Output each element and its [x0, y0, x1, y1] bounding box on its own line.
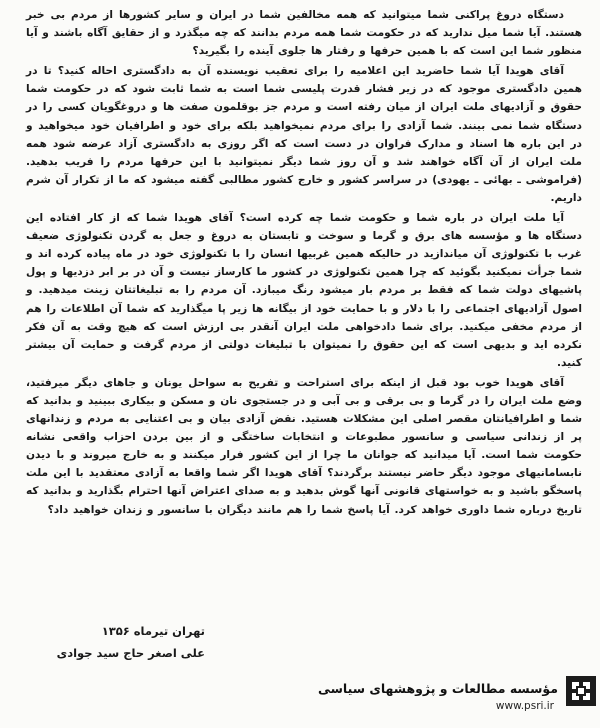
letter-paragraph-1: دستگاه دروغ پراکنی شما میتوانید که همه مخالفین شما در ایران و سایر کشورها از مردم بی خبر هستند. آیا شما میل ندارید که در حکومت شما همه مردم بدانند که چه میگذرد و از حقایق آگاه باشند و آیا منظور شما این است که با همین حرفها و رفتار ها جلوی آینده را بگیرید؟: [26, 9, 582, 58]
author-signature: علی اصغر حاج سید جوادی: [56, 646, 205, 660]
letter-paragraph-4: آقای هویدا خوب بود قبل از اینکه برای استراحت و تفریح به سواحل یونان و جاهای دیگر میرفتید، وضع ملت ایران را در گرما و بی برقی و بی آبی و در جستجوی نان و مسکن و بیکاری ببینید و بدانید که شما و اطرافیانتان مقصر اصلی این مشکلات هستید. نقض آزادی بیان و بی اعتنایی به مردم و زندانهای پر از زندانی سیاسی و سانسور مطبوعات و انتخابات ساختگی و از بین بردن احزاب واقعی نشانه حکومت شما است. آیا میدانید که جوانان ما چرا از این کشور فرار میکنند و به خارج میروند و با دیدن نابسامانیهای موجود دیگر حاضر نیستند برگردند؟ آقای هویدا اگر شما واقعا به آزادی معتقدید با این ملت پاسخگو باشید و به خواستهای قانونی آنها گوش بدهید و به صدای اعتراض آنها احترام بگذارید و بدانید که تاریخ درباره شما داوری خواهد کرد. آیا پاسخ شما را هم مانند دیگران با سانسور و زندان خواهید داد؟: [26, 376, 582, 516]
signature-block: [57, 620, 205, 664]
institute-name: مؤسسه مطالعات و پژوهشهای سیاسی: [317, 681, 558, 696]
letter-paragraph-2: آقای هویدا آیا شما حاضرید این اعلامیه را برای تعقیب نویسنده آن به دادگستری احاله کنید؟ تا در همین دادگستری موجود که در زیر فشار قدرت پلیسی شما است به شما ثابت شود که در حکومت شما حقوق و آزادیهای ملت ایران از میان رفته است و مردم جز بوقلمون صفت ها و دروغگویان کسی را در دستگاه شما نمی بینند. شما آزادی را برای مردم نمیخواهید بلکه برای خود و اطرافیان خود میخواهید و در این باره ها اسناد و مدارک فراوان در دست است که اگر روزی به دادگستری آزاد عرضه شود همه ملت ایران از آن آگاه خواهند شد و آن روز شما دیگر نمیتوانید با این حرفها مردم را فریب بدهید. (فراموشی ـ بهائی ـ یهودی) در سراسر کشور و خارج کشور مطالبی گفته میشود که ما از تکرار آن شرم داریم.: [26, 65, 582, 204]
letter-paragraph-3: آیا ملت ایران در باره شما و حکومت شما چه کرده است؟ آقای هویدا شما که از کار افتاده این دستگاه ها و مؤسسه های برق و گرما و سوخت و تابستان به دروغ و جعل به گردن تکنولوژی ضعیف غرب با تکنولوژی آن میاندازید در حالیکه همین غربیها انسان را با تکنولوژی خود در ماه پیاده کرده اند و شما جرأت نمیکنید بگوئید که چرا همین تکنولوژی در کشور ما کارساز نیست و آن در بر ابر دزدیها و پول پاشیهای دولت شما که فقط بر مردم بار میشود رنگ میبازد. آن مردم را به تبلیغاتتان زینت میدهید. و اصول آزادیهای اجتماعی را با دلار و با حمایت خود از بیگانه ها زیر پا میگذارید که شما آن اطلاعات را هم از مردم مخفی میکنید. برای شما دادخواهی ملت ایران آنقدر بی ارزش است که هیچ وقت به آن فکر نکرده اید و بدیهی است که این حقوق را نمیتوان با تبلیغات دولتی از مردم گرفت و حمایت آن بیشتر کنید.: [26, 212, 582, 369]
institute-website-link[interactable]: www.psri.ir: [495, 700, 554, 712]
psri-logo-icon: [566, 676, 596, 706]
date-line: تهران تیرماه ۱۳۵۶: [101, 624, 205, 638]
letter-body: [26, 6, 582, 519]
